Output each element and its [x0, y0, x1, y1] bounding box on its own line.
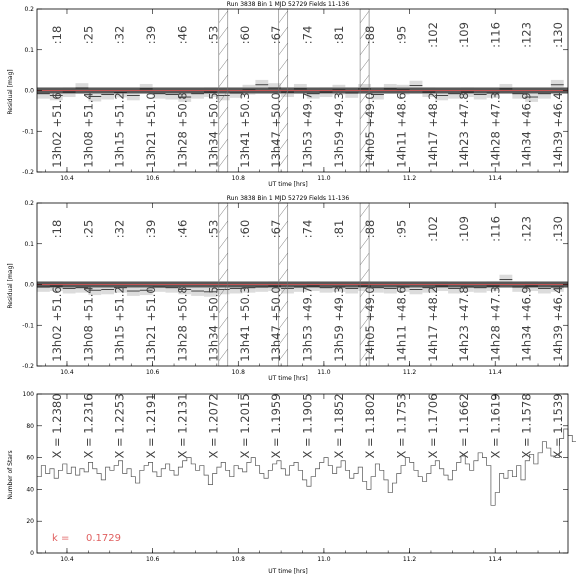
- coord-label: 13h41 +50.3: [237, 286, 252, 362]
- coord-label: 13h41 +50.3: [237, 92, 252, 168]
- coord-label: 13h15 +51.2: [112, 286, 127, 362]
- coord-label: 14h34 +46.9: [519, 92, 534, 168]
- coord-label: 13h53 +49.7: [300, 286, 315, 362]
- field-label: :74: [300, 219, 315, 239]
- field-label: :116: [488, 216, 503, 242]
- coord-label: 13h21 +51.0: [143, 286, 158, 362]
- coord-label: 13h21 +51.0: [143, 92, 158, 168]
- hatch-line: [360, 205, 369, 217]
- coord-label: 13h08 +51.4: [81, 286, 96, 362]
- coord-label: 14h05 +49.0: [363, 286, 378, 362]
- hatch-line: [219, 11, 228, 23]
- x-axis-label: UT time [hrs]: [268, 568, 308, 575]
- x-tick-label: 11.0: [317, 556, 331, 563]
- x-tick-label: 10.8: [231, 175, 245, 182]
- y-tick-label: 0.0: [24, 281, 34, 289]
- airmass-label: X = 1.2253: [112, 393, 127, 459]
- x-axis-label: UT time [hrs]: [268, 375, 308, 382]
- y-tick-label: 60: [26, 454, 34, 462]
- y-tick-label: 100: [22, 391, 34, 398]
- airmass-label: X = 1.1802: [363, 393, 378, 459]
- x-tick-label: 11.2: [402, 175, 417, 182]
- x-tick-label: 10.4: [60, 556, 74, 563]
- field-label: :60: [237, 219, 252, 239]
- x-tick-label: 10.4: [60, 175, 74, 182]
- field-label: :109: [457, 22, 472, 48]
- hatch-line: [219, 75, 228, 87]
- x-tick-label: 11.4: [488, 369, 502, 376]
- airmass-label: X = 1.1852: [331, 393, 346, 459]
- hatch-line: [279, 11, 288, 23]
- airmass-label: X = 1.1662: [457, 393, 472, 459]
- hatch-line: [219, 205, 228, 217]
- extinction-k-label: k =: [52, 533, 70, 544]
- y-tick-label: 0.0: [24, 87, 34, 95]
- x-tick-label: 10.4: [60, 369, 74, 376]
- hatch-line: [219, 269, 228, 281]
- field-label: :88: [363, 25, 378, 45]
- field-label: :74: [300, 25, 315, 45]
- coord-label: 14h39 +46.4: [551, 286, 565, 362]
- field-label: :53: [206, 219, 221, 239]
- field-label: :130: [551, 22, 565, 48]
- coord-label: 13h15 +51.2: [112, 92, 127, 168]
- coord-label: 13h47 +50.0: [269, 286, 284, 362]
- field-label: :32: [112, 219, 127, 239]
- airmass-label: X = 1.1905: [300, 393, 315, 459]
- y-axis-label: Residual [mag]: [7, 263, 14, 309]
- field-label: :67: [269, 25, 284, 45]
- field-label: :18: [50, 219, 64, 239]
- coord-label: 14h23 +47.8: [457, 92, 472, 168]
- airmass-label: X = 1.2072: [206, 393, 221, 459]
- y-tick-label: 20: [26, 518, 34, 526]
- field-label: :102: [425, 22, 440, 48]
- field-label: :60: [237, 25, 252, 45]
- coord-label: 14h05 +49.0: [363, 92, 378, 168]
- coord-label: 13h02 +51.6: [50, 92, 64, 168]
- x-tick-label: 10.6: [145, 369, 160, 376]
- x-tick-label: 11.2: [402, 369, 417, 376]
- coord-label: 14h28 +47.3: [488, 92, 503, 168]
- x-tick-label: 10.8: [231, 556, 245, 563]
- field-label: :46: [175, 219, 190, 239]
- y-tick-label: 0.2: [24, 6, 34, 13]
- field-label: :25: [81, 219, 96, 239]
- field-label: :102: [425, 216, 440, 242]
- field-label: :46: [175, 25, 190, 45]
- hatch-line: [219, 59, 228, 71]
- coord-label: 13h53 +49.7: [300, 92, 315, 168]
- coord-label: 13h59 +49.3: [331, 286, 346, 362]
- hatch-line: [360, 269, 369, 281]
- field-label: :130: [551, 216, 565, 242]
- y-tick-label: -0.1: [22, 322, 34, 330]
- y-tick-label: 80: [26, 422, 34, 430]
- coord-label: 13h34 +50.5: [206, 92, 221, 168]
- field-label: :109: [457, 216, 472, 242]
- coord-label: 13h08 +51.4: [81, 92, 96, 168]
- panel-title: Run 3838 Bin 1 MJD 52729 Fields 11-136: [226, 1, 350, 8]
- y-tick-label: -0.2: [22, 169, 34, 176]
- coord-label: 13h28 +50.8: [175, 286, 190, 362]
- field-label: :53: [206, 25, 221, 45]
- field-label: :39: [143, 25, 158, 45]
- x-tick-label: 11.2: [402, 556, 417, 563]
- airmass-label: X = 1.1539: [551, 393, 565, 459]
- airmass-label: X = 1.1959: [269, 393, 284, 459]
- coord-label: 13h59 +49.3: [331, 92, 346, 168]
- airmass-label: X = 1.1753: [394, 393, 409, 459]
- coord-label: 14h39 +46.4: [551, 92, 565, 168]
- field-label: :123: [519, 22, 534, 48]
- airmass-label: X = 1.2191: [143, 393, 158, 459]
- airmass-label: X = 1.1578: [519, 393, 534, 459]
- x-tick-label: 11.4: [488, 175, 502, 182]
- field-label: :88: [363, 219, 378, 239]
- y-axis-label: Residual [mag]: [7, 69, 14, 115]
- coord-label: 14h34 +46.9: [519, 286, 534, 362]
- coord-label: 14h28 +47.3: [488, 286, 503, 362]
- hatch-line: [279, 205, 288, 217]
- airmass-label: X = 1.1706: [425, 393, 440, 459]
- hatch-line: [279, 253, 288, 265]
- y-tick-label: 0.1: [24, 240, 34, 248]
- y-tick-label: -0.1: [22, 128, 34, 136]
- field-label: :116: [488, 22, 503, 48]
- field-label: :67: [269, 219, 284, 239]
- coord-label: 13h02 +51.6: [50, 286, 64, 362]
- coord-label: 14h11 +48.6: [394, 92, 409, 168]
- hatch-line: [279, 269, 288, 281]
- airmass-label: X = 1.2131: [175, 393, 190, 459]
- panel-title: Run 3838 Bin 1 MJD 52729 Fields 11-136: [226, 195, 350, 202]
- field-label: :18: [50, 25, 64, 45]
- y-tick-label: -0.2: [22, 363, 34, 370]
- coord-label: 14h11 +48.6: [394, 286, 409, 362]
- extinction-k-value: 0.1729: [86, 533, 121, 544]
- x-tick-label: 10.6: [145, 175, 160, 182]
- field-label: :39: [143, 219, 158, 239]
- x-tick-label: 11.4: [488, 556, 502, 563]
- x-tick-label: 10.8: [231, 369, 245, 376]
- x-tick-label: 11.0: [317, 369, 331, 376]
- field-label: :81: [331, 219, 346, 239]
- field-label: :25: [81, 25, 96, 45]
- hatch-line: [279, 75, 288, 87]
- field-label: :81: [331, 25, 346, 45]
- field-label: :95: [394, 25, 409, 45]
- coord-label: 14h17 +48.2: [425, 92, 440, 168]
- airmass-label: X = 1.2015: [237, 393, 252, 459]
- hatch-line: [360, 11, 369, 23]
- coord-label: 14h17 +48.2: [425, 286, 440, 362]
- field-label: :32: [112, 25, 127, 45]
- coord-label: 14h23 +47.8: [457, 286, 472, 362]
- residual-panel-top: [7, 1, 568, 188]
- coord-label: 13h34 +50.5: [206, 286, 221, 362]
- x-tick-label: 10.6: [145, 556, 160, 563]
- y-axis-label: Number of Stars: [7, 450, 14, 500]
- field-label: :123: [519, 216, 534, 242]
- residual-panel-middle: [7, 195, 568, 382]
- y-tick-label: 0.2: [24, 200, 34, 207]
- star-count-panel: [7, 391, 576, 575]
- hatch-line: [279, 59, 288, 71]
- airmass-label: X = 1.1619: [488, 393, 503, 459]
- field-label: :95: [394, 219, 409, 239]
- hatch-line: [360, 59, 369, 71]
- coord-label: 13h28 +50.8: [175, 92, 190, 168]
- y-tick-label: 0: [30, 550, 34, 557]
- x-tick-label: 11.0: [317, 175, 331, 182]
- hatch-line: [219, 253, 228, 265]
- coord-label: 13h47 +50.0: [269, 92, 284, 168]
- airmass-label: X = 1.2380: [50, 393, 64, 459]
- x-axis-label: UT time [hrs]: [268, 181, 308, 188]
- y-tick-label: 0.1: [24, 46, 34, 54]
- airmass-label: X = 1.2316: [81, 393, 96, 459]
- y-tick-label: 40: [26, 486, 34, 494]
- hatch-line: [360, 253, 369, 265]
